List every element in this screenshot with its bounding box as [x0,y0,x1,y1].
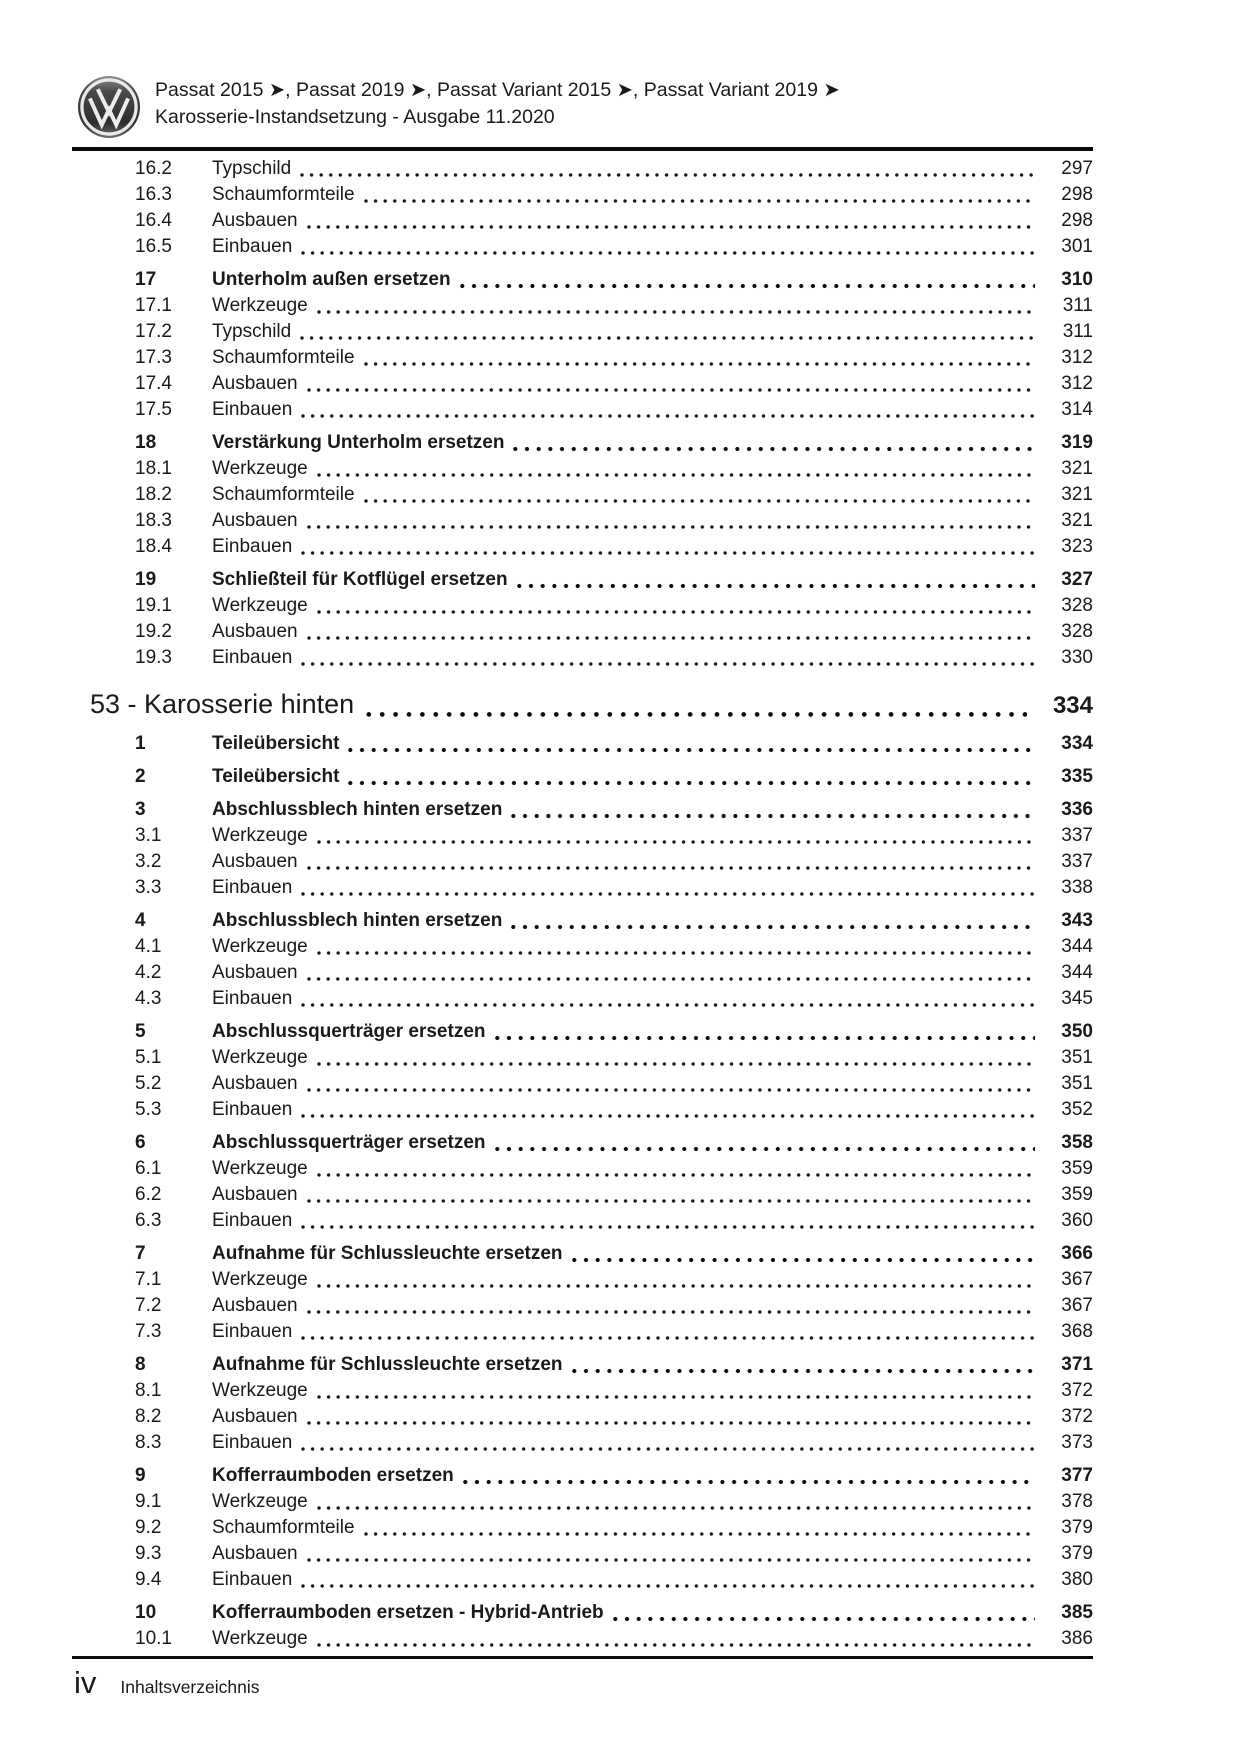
dot-leader [301,1224,1035,1230]
toc-entry-page: 327 [1061,569,1093,590]
toc-entry [72,593,1093,619]
toc-entry-page: 372 [1061,1380,1093,1401]
toc-entry-number: 18 [135,432,157,453]
toc-entry [72,1489,1093,1515]
toc-entry [72,645,1093,671]
toc-entry-title: Abschlussblech hinten ersetzen [212,910,503,931]
toc-entry-page: 386 [1061,1628,1093,1649]
toc-entry [72,508,1093,534]
toc-entry-page: 319 [1061,432,1093,453]
toc-entry-page: 338 [1061,877,1093,898]
dot-leader [317,609,1035,615]
toc-entry-number: 9.1 [135,1491,162,1512]
dot-leader [317,1505,1035,1511]
toc-entry-number: 9.4 [135,1569,162,1590]
toc-entry-title: Einbauen [212,1432,293,1453]
toc-entry-page: 323 [1061,536,1093,557]
dot-leader [301,1446,1035,1452]
toc-entry-page: 359 [1061,1158,1093,1179]
toc-entry-title: Einbauen [212,1210,293,1231]
toc-entry [72,1352,1093,1378]
toc-entry-number: 5.2 [135,1073,162,1094]
toc-entry-number: 18.4 [135,536,172,557]
dot-leader [366,711,1027,718]
toc-entry-page: 360 [1061,1210,1093,1231]
toc-entry-page: 336 [1061,799,1093,820]
dot-leader [364,1531,1035,1537]
toc-entry-page: 321 [1061,510,1093,531]
toc-entry [72,1515,1093,1541]
dot-leader [348,780,1035,786]
toc-entry-page: 311 [1062,295,1093,316]
toc-entry-title: Ausbauen [212,1543,298,1564]
page-header [72,72,1093,131]
toc-entry-title: Werkzeuge [212,1380,308,1401]
toc-entry-title: Werkzeuge [212,1491,308,1512]
toc-entry-number: 19.2 [135,621,172,642]
toc-entry-number: 18.3 [135,510,172,531]
toc-entry-number: 7.1 [135,1269,162,1290]
toc-entry-page: 352 [1061,1099,1093,1120]
toc-entry [72,849,1093,875]
toc-entry-number: 1 [135,733,146,754]
vw-logo-icon [72,74,146,140]
toc-entry-title: Schaumformteile [212,347,355,368]
toc-entry-page: 345 [1061,988,1093,1009]
toc-entry-number: 16.4 [135,210,172,231]
toc-entry [72,1430,1093,1456]
dot-leader [307,1420,1035,1426]
toc-entry-title: Werkzeuge [212,595,308,616]
toc-entry-page: 314 [1061,399,1093,420]
toc-entry-number: 6.1 [135,1158,162,1179]
toc-entry-title: Abschlussquerträger ersetzen [212,1132,486,1153]
toc-entry [72,182,1093,208]
dot-leader [301,891,1035,897]
toc-entry-title: Werkzeuge [212,936,308,957]
toc-entry-page: 334 [1052,692,1093,719]
toc-entry-page: 373 [1061,1432,1093,1453]
toc-entry-number: 17.3 [135,347,172,368]
toc-entry-number: 10 [135,1602,157,1623]
toc-entry-title: 53 - Karosserie hinten [90,689,355,719]
toc-entry-number: 10.1 [135,1628,172,1649]
toc-entry [72,319,1093,345]
toc-entry-title: Einbauen [212,1569,293,1590]
dot-leader [513,446,1035,452]
toc-entry-title: Ausbauen [212,851,298,872]
dot-leader [317,472,1035,478]
toc-entry-page: 301 [1061,236,1093,257]
toc-entry [72,823,1093,849]
toc-entry-number: 8.1 [135,1380,162,1401]
toc-entry-page: 312 [1061,347,1093,368]
toc-entry-page: 344 [1061,936,1093,957]
toc-entry-title: Werkzeuge [212,1269,308,1290]
dot-leader [317,309,1035,315]
toc-entry-number: 4.1 [135,936,162,957]
toc-entry-number: 17.2 [135,321,172,342]
toc-entry [72,567,1093,593]
dot-leader [307,524,1035,530]
toc-entry-title: Einbauen [212,647,293,668]
toc-entry-page: 312 [1061,373,1093,394]
toc-entry [72,908,1093,934]
toc-entry-title: Verstärkung Unterholm ersetzen [212,432,505,453]
toc-entry [72,397,1093,423]
toc-entry-title: Schaumformteile [212,484,355,505]
toc-entry [72,686,1093,724]
footer-section-label: Inhaltsverzeichnis [120,1677,260,1697]
toc-entry-number: 18.1 [135,458,172,479]
toc-entry-title: Abschlussblech hinten ersetzen [212,799,503,820]
toc-entry [72,1404,1093,1430]
toc-entry-title: Einbauen [212,988,293,1009]
toc-entry [72,1208,1093,1234]
toc-entry-page: 330 [1061,647,1093,668]
toc-entry-page: 368 [1061,1321,1093,1342]
toc-entry [72,1241,1093,1267]
toc-entry-number: 9.3 [135,1543,162,1564]
toc-entry-title: Einbauen [212,236,293,257]
toc-entry-title: Typschild [212,158,292,179]
toc-entry [72,293,1093,319]
toc-entry-title: Kofferraumboden ersetzen - Hybrid-Antrieb [212,1602,604,1623]
toc-entry-number: 17.1 [135,295,172,316]
toc-entry-title: Werkzeuge [212,825,308,846]
toc-entry [72,1019,1093,1045]
toc-entry [72,1378,1093,1404]
toc-entry-title: Abschlussquerträger ersetzen [212,1021,486,1042]
dot-leader [301,661,1035,667]
dot-leader [307,1198,1035,1204]
toc-entry-title: Ausbauen [212,962,298,983]
toc-entry-page: 321 [1061,458,1093,479]
dot-leader [301,413,1035,419]
toc-entry-page: 350 [1061,1021,1093,1042]
toc-entry-page: 337 [1061,825,1093,846]
toc-entry-title: Teileübersicht [212,733,340,754]
toc-entry-page: 371 [1061,1354,1093,1375]
toc-entry-page: 310 [1061,269,1093,290]
toc-entry [72,731,1093,757]
toc-entry-title: Einbauen [212,399,293,420]
toc-entry [72,234,1093,260]
toc-entry-page: 334 [1061,733,1093,754]
toc-entry-page: 321 [1061,484,1093,505]
dot-leader [307,635,1035,641]
dot-leader [572,1257,1035,1263]
dot-leader [307,224,1035,230]
toc-entry-page: 351 [1061,1047,1093,1068]
toc-entry-number: 16.5 [135,236,172,257]
toc-entry [72,1045,1093,1071]
toc-entry-number: 16.2 [135,158,172,179]
toc-entry-number: 9.2 [135,1517,162,1538]
toc-entry [72,345,1093,371]
toc-entry-title: Aufnahme für Schlussleuchte ersetzen [212,1243,563,1264]
toc-entry-title: Werkzeuge [212,295,308,316]
toc-entry-title: Einbauen [212,1321,293,1342]
toc-entry-title: Schaumformteile [212,184,355,205]
toc-entry-page: 358 [1061,1132,1093,1153]
toc-entry-title: Ausbauen [212,510,298,531]
dot-leader [613,1616,1035,1622]
toc-entry [72,764,1093,790]
toc-entry [72,1071,1093,1097]
toc-entry-number: 6.2 [135,1184,162,1205]
toc-entry [72,371,1093,397]
toc-entry-page: 377 [1061,1465,1093,1486]
dot-leader [317,950,1035,956]
toc-entry-number: 4 [135,910,146,931]
toc-entry-page: 385 [1061,1602,1093,1623]
table-of-contents [72,156,1093,1652]
toc-entry-title: Ausbauen [212,1295,298,1316]
toc-entry-title: Einbauen [212,536,293,557]
dot-leader [301,1002,1035,1008]
toc-entry-page: 367 [1061,1269,1093,1290]
dot-leader [307,865,1035,871]
toc-entry-title: Ausbauen [212,1073,298,1094]
toc-entry-number: 4.3 [135,988,162,1009]
toc-entry [72,208,1093,234]
toc-entry-page: 380 [1061,1569,1093,1590]
toc-entry-page: 378 [1061,1491,1093,1512]
toc-entry-title: Einbauen [212,877,293,898]
toc-entry [72,482,1093,508]
header-divider [72,147,1093,151]
toc-entry [72,1130,1093,1156]
toc-entry [72,875,1093,901]
toc-entry-page: 337 [1061,851,1093,872]
dot-leader [301,550,1035,556]
dot-leader [572,1368,1035,1374]
toc-entry-page: 367 [1061,1295,1093,1316]
dot-leader [307,1087,1035,1093]
toc-entry [72,267,1093,293]
toc-entry-number: 2 [135,766,146,787]
dot-leader [317,1283,1035,1289]
dot-leader [301,250,1035,256]
toc-entry-page: 372 [1061,1406,1093,1427]
toc-entry-title: Typschild [212,321,292,342]
toc-entry [72,1541,1093,1567]
toc-entry-page: 298 [1061,210,1093,231]
toc-entry-page: 379 [1061,1543,1093,1564]
toc-entry [72,1267,1093,1293]
toc-entry [72,534,1093,560]
dot-leader [300,335,1035,341]
dot-leader [317,839,1035,845]
toc-entry-title: Werkzeuge [212,1158,308,1179]
toc-entry-number: 19.3 [135,647,172,668]
toc-entry-number: 5.3 [135,1099,162,1120]
dot-leader [495,1035,1036,1041]
dot-leader [317,1394,1035,1400]
toc-entry-title: Ausbauen [212,621,298,642]
toc-entry-page: 343 [1061,910,1093,931]
footer-divider [72,1656,1093,1659]
toc-entry [72,1097,1093,1123]
toc-entry-number: 16.3 [135,184,172,205]
page-footer [74,1666,260,1700]
toc-entry [72,797,1093,823]
toc-entry-number: 7 [135,1243,146,1264]
toc-entry [72,430,1093,456]
toc-entry-number: 18.2 [135,484,172,505]
dot-leader [364,198,1035,204]
dot-leader [463,1479,1035,1485]
toc-entry-number: 19 [135,569,157,590]
toc-entry-page: 328 [1061,621,1093,642]
toc-entry-title: Unterholm außen ersetzen [212,269,451,290]
toc-entry-number: 9 [135,1465,146,1486]
toc-entry-number: 3.1 [135,825,162,846]
toc-entry-title: Schaumformteile [212,1517,355,1538]
dot-leader [307,387,1035,393]
dot-leader [307,1557,1035,1563]
toc-entry [72,1319,1093,1345]
toc-entry-number: 17.4 [135,373,172,394]
footer-page-number: iv [74,1665,97,1700]
toc-entry-number: 8.3 [135,1432,162,1453]
header-titles [155,72,1093,131]
toc-entry-title: Einbauen [212,1099,293,1120]
dot-leader [301,1583,1035,1589]
dot-leader [307,976,1035,982]
dot-leader [348,747,1035,753]
toc-entry [72,1293,1093,1319]
toc-entry [72,1156,1093,1182]
toc-entry-number: 17 [135,269,157,290]
toc-entry [72,1600,1093,1626]
toc-entry-title: Ausbauen [212,1406,298,1427]
dot-leader [317,1642,1035,1648]
toc-entry-title: Ausbauen [212,1184,298,1205]
toc-entry-number: 19.1 [135,595,172,616]
toc-entry-title: Ausbauen [212,373,298,394]
toc-entry-page: 335 [1061,766,1093,787]
toc-entry-title: Werkzeuge [212,1047,308,1068]
toc-entry [72,1182,1093,1208]
toc-entry [72,934,1093,960]
toc-entry [72,456,1093,482]
toc-entry-title: Aufnahme für Schlussleuchte ersetzen [212,1354,563,1375]
toc-entry-number: 4.2 [135,962,162,983]
toc-entry-title: Werkzeuge [212,1628,308,1649]
toc-entry-title: Teileübersicht [212,766,340,787]
toc-entry-page: 359 [1061,1184,1093,1205]
toc-entry-page: 351 [1061,1073,1093,1094]
toc-entry-number: 5.1 [135,1047,162,1068]
toc-entry [72,619,1093,645]
toc-entry-number: 8.2 [135,1406,162,1427]
toc-entry-title: Ausbauen [212,210,298,231]
header-subtitle: Karosserie-Instandsetzung - Ausgabe 11.2020 [155,106,555,128]
dot-leader [317,1172,1035,1178]
toc-entry [72,1626,1093,1652]
toc-entry-number: 5 [135,1021,146,1042]
header-models-line: Passat 2015 ➤, Passat 2019 ➤, Passat Variant 2015 ➤, Passat Variant 2019 ➤ [155,79,840,101]
toc-entry-number: 6.3 [135,1210,162,1231]
toc-entry-page: 298 [1061,184,1093,205]
toc-entry-number: 3.2 [135,851,162,872]
dot-leader [460,283,1035,289]
toc-entry-page: 297 [1061,158,1093,179]
dot-leader [301,1335,1035,1341]
toc-entry-page: 379 [1061,1517,1093,1538]
toc-entry-page: 328 [1061,595,1093,616]
dot-leader [364,361,1035,367]
toc-entry-number: 7.2 [135,1295,162,1316]
toc-entry-number: 8 [135,1354,146,1375]
toc-entry [72,1567,1093,1593]
toc-entry-title: Schließteil für Kotflügel ersetzen [212,569,508,590]
toc-entry [72,960,1093,986]
dot-leader [511,813,1035,819]
toc-entry-number: 3.3 [135,877,162,898]
toc-entry-number: 7.3 [135,1321,162,1342]
toc-entry-title: Kofferraumboden ersetzen [212,1465,454,1486]
toc-entry [72,156,1093,182]
toc-entry-page: 344 [1061,962,1093,983]
dot-leader [517,583,1035,589]
dot-leader [317,1061,1035,1067]
toc-entry [72,986,1093,1012]
toc-entry-number: 17.5 [135,399,172,420]
toc-entry-page: 366 [1061,1243,1093,1264]
toc-entry-number: 6 [135,1132,146,1153]
dot-leader [511,924,1035,930]
dot-leader [301,1113,1035,1119]
toc-entry-title: Werkzeuge [212,458,308,479]
toc-entry-number: 3 [135,799,146,820]
dot-leader [364,498,1035,504]
dot-leader [495,1146,1036,1152]
dot-leader [307,1309,1035,1315]
toc-entry-page: 311 [1062,321,1093,342]
toc-entry [72,1463,1093,1489]
dot-leader [300,172,1035,178]
